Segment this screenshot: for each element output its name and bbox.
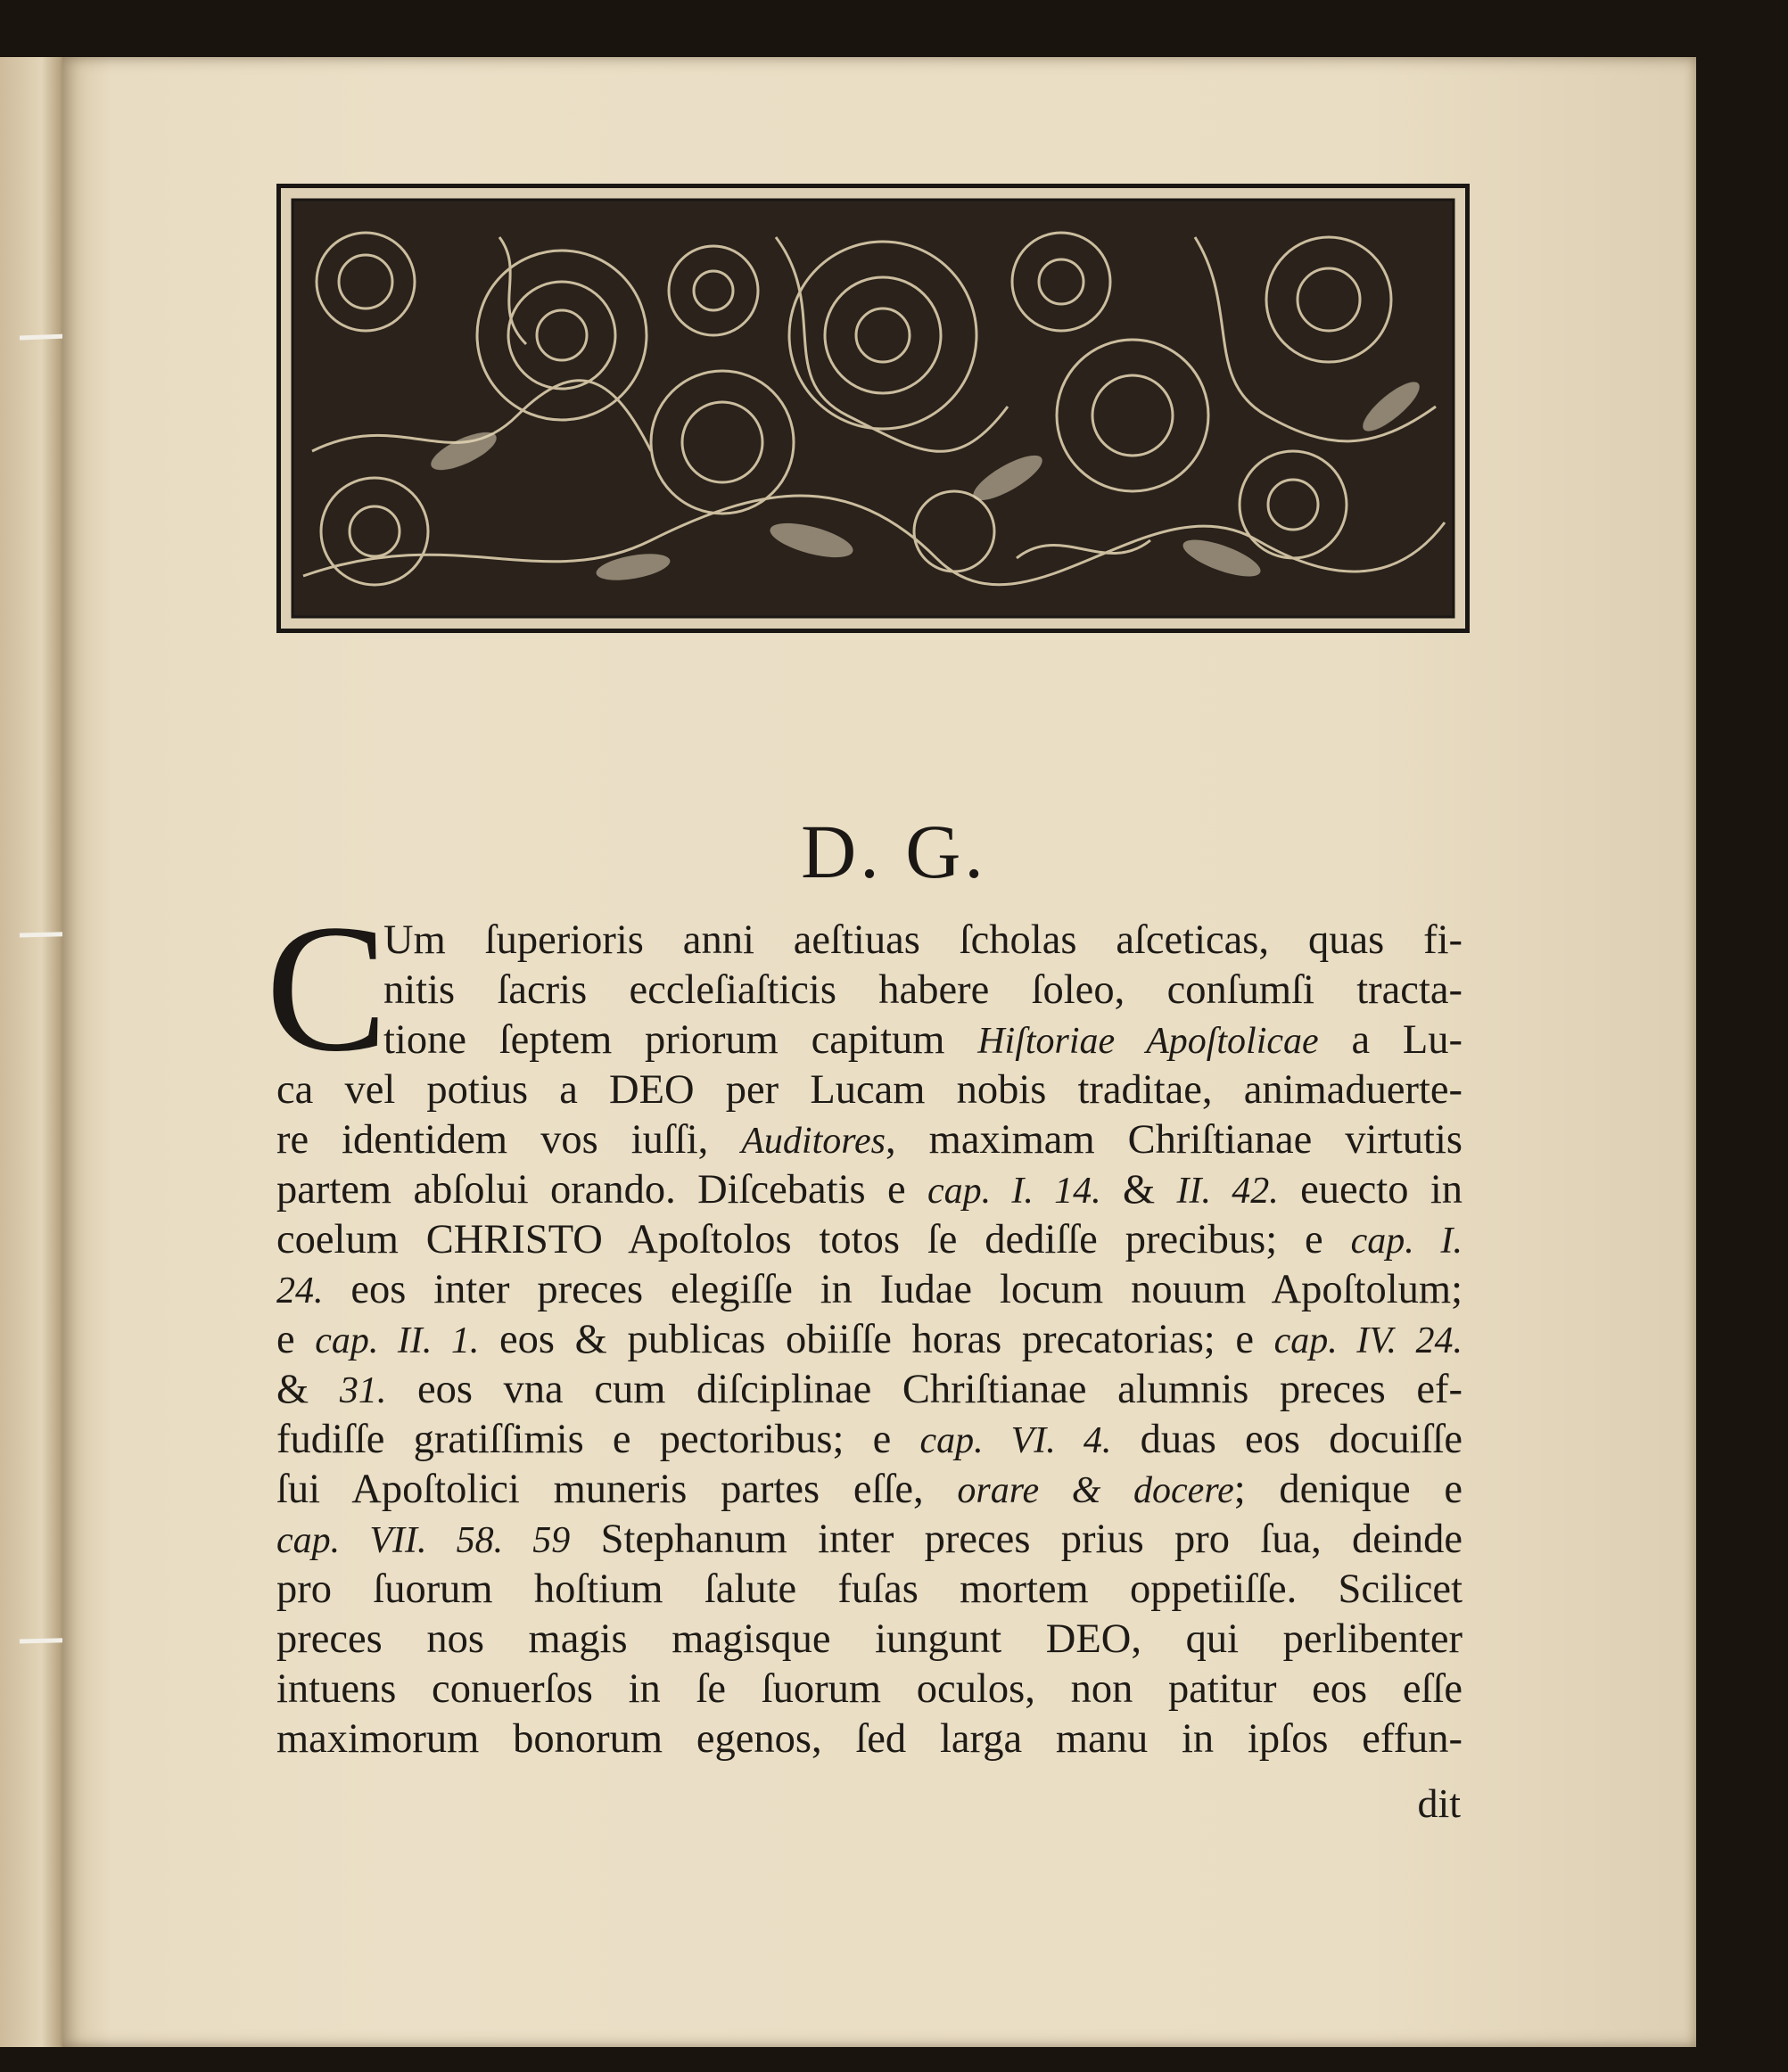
body-text-line: coelum CHRISTO Apoſtolos totos ſe dediſſe precibus; e cap. I. [276, 1217, 1463, 1262]
body-text-line: 24. eos inter preces elegiſſe in Iudae locum nouum Apoſtolum; [276, 1267, 1463, 1312]
body-text-line: intuens conuerſos in ſe ſuorum oculos, non patitur eos eſſe [276, 1666, 1463, 1712]
page-heading: D. G. [801, 809, 987, 894]
body-text-line: tione ſeptem priorum capitum Hiſtoriae Apoſtolicae a Lu- [383, 1017, 1463, 1063]
body-text-line: partem abſolui orando. Diſcebatis e cap. I. 14. & II. 42. euecto in [276, 1167, 1463, 1213]
body-text-line: re identidem vos iuſſi, Auditores, maximam Chriſtianae virtutis [276, 1117, 1463, 1163]
body-text-line: cap. VII. 58. 59 Stephanum inter preces prius pro ſua, deinde [276, 1517, 1463, 1562]
body-text-line: maximorum bonorum egenos, ſed larga manu in ipſos effun- [276, 1716, 1463, 1762]
body-text-line: preces nos magis magisque iungunt DEO, qui perlibenter [276, 1616, 1463, 1662]
body-text-line: & 31. eos vna cum diſciplinae Chriſtianae alumnis preces ef- [276, 1367, 1463, 1412]
body-text-line: ſui Apoſtolici muneris partes eſſe, orare & docere; denique e [276, 1467, 1463, 1512]
body-text-line: pro ſuorum hoſtium ſalute fuſas mortem oppetiiſſe. Scilicet [276, 1566, 1463, 1612]
catchword: dit [1417, 1780, 1461, 1826]
floral-headpiece-ornament [276, 184, 1470, 633]
body-text-line: Um ſuperioris anni aeſtiuas ſcholas aſceticas, quas fi- [383, 917, 1463, 963]
body-text-line: ca vel potius a DEO per Lucam nobis traditae, animaduerte- [276, 1067, 1463, 1113]
body-text-line: fudiſſe gratiſſimis e pectoribus; e cap. VI. 4. duas eos docuiſſe [276, 1417, 1463, 1462]
body-text-line: e cap. II. 1. eos & publicas obiiſſe horas precatorias; e cap. IV. 24. [276, 1317, 1463, 1362]
drop-capital: C [266, 887, 388, 1089]
body-text-line: nitis ſacris eccleſiaſticis habere ſoleo, conſumſi tracta- [383, 967, 1463, 1013]
